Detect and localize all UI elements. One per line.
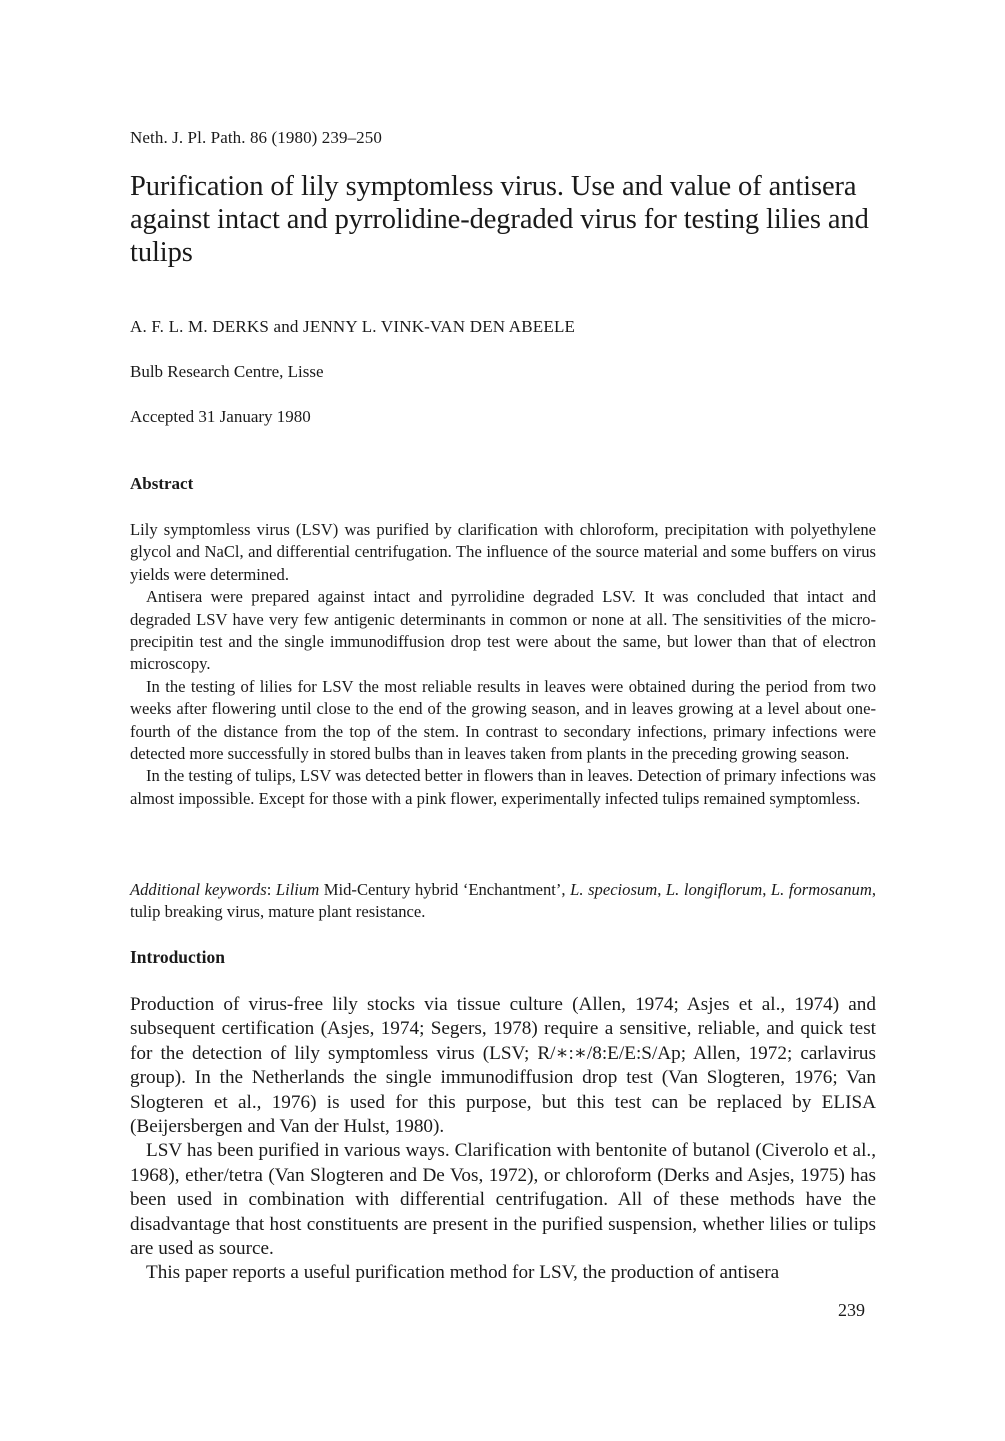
article-title: Purification of lily symptomless virus. Use and value of antisera against intact and pyrrolidine-degraded virus for testing lilies and tulips	[130, 171, 869, 268]
keywords-text: , tulip breaking virus, mature plant resistance.	[130, 880, 876, 922]
page-number: 239	[838, 1300, 865, 1320]
additional-keywords	[130, 879, 876, 924]
keywords-separator: ,	[762, 880, 771, 899]
abstract-paragraph: In the testing of tulips, LSV was detected better in flowers than in leaves. Detection of primary infections was almost impossible. Except for those with a pink flower, experimentally infected tulips remained symptomless.	[130, 766, 876, 808]
keyword-species: L. speciosum	[570, 880, 658, 899]
keywords-text: Mid-Century hybrid ‘Enchantment’,	[319, 880, 571, 899]
keyword-genus: Lilium	[275, 880, 320, 899]
abstract-heading: Abstract	[130, 474, 194, 493]
abstract-paragraph: In the testing of lilies for LSV the most reliable results in leaves were obtained during the period from two weeks after flowering until close to the end of the growing season, and in leaves growing at a level about one-fourth of the distance from the top of the stem. In contrast to secondary infections, primary infections were detected more successfully in stored bulbs than in leaves taken from plants in the preceding growing season.	[130, 676, 876, 764]
introduction-paragraph: Production of virus-free lily stocks via tissue culture (Allen, 1974; Asjes et al., 1974) and subsequent certification (Asjes, 1974; Segers, 1978) require a sensitive, reliable, and quick test for the detection of lily symptomless virus (LSV; R/∗:∗/8:E/E:S/Ap; Allen, 1972; carlavirus group). In the Netherlands the single immunodiffusion drop test (Van Slogteren, 1976; Van Slogteren et al., 1976) is used for this purpose, but this test can be replaced by ELISA (Beijersbergen and Van der Hulst, 1980).	[130, 994, 876, 1138]
keywords-separator: :	[266, 880, 276, 899]
introduction-body	[130, 993, 876, 1286]
introduction-paragraph: LSV has been purified in various ways. Clarification with bentonite of butanol (Civerolo et al., 1968), ether/tetra (Van Slogteren and De Vos, 1972), or chloroform (Derks and Asjes, 1975) has been used in combination with differential centrifugation. All of these methods have the disadvantage that host constituents are present in the purified suspension, whether lilies or tulips are used as source.	[130, 1140, 876, 1260]
keywords-separator: ,	[657, 880, 666, 899]
keywords-label: Additional keywords	[130, 880, 267, 899]
article-authors: A. F. L. M. DERKS and JENNY L. VINK-VAN DEN ABEELE	[130, 317, 576, 336]
abstract-paragraph: Lily symptomless virus (LSV) was purified by clarification with chloroform, precipitation with polyethylene glycol and NaCl, and differential centrifugation. The influence of the source material and some buffers on virus yields were determined.	[130, 520, 876, 584]
journal-citation: Neth. J. Pl. Path. 86 (1980) 239–250	[130, 128, 382, 147]
introduction-heading: Introduction	[130, 947, 225, 967]
keyword-species: L. longiflorum	[665, 880, 763, 899]
keyword-species: L. formosanum	[770, 880, 872, 899]
accepted-date: Accepted 31 January 1980	[130, 407, 311, 426]
author-affiliation: Bulb Research Centre, Lisse	[130, 362, 324, 381]
abstract-body	[130, 519, 876, 810]
abstract-paragraph: Antisera were prepared against intact and pyrrolidine degraded LSV. It was concluded that intact and degraded LSV have very few antigenic determinants in common or none at all. The sensitivities of the micro-precipitin test and the single immunodiffusion drop test were about the same, but lower than that of electron microscopy.	[130, 587, 876, 674]
introduction-paragraph: This paper reports a useful purification method for LSV, the production of antisera	[146, 1262, 780, 1284]
